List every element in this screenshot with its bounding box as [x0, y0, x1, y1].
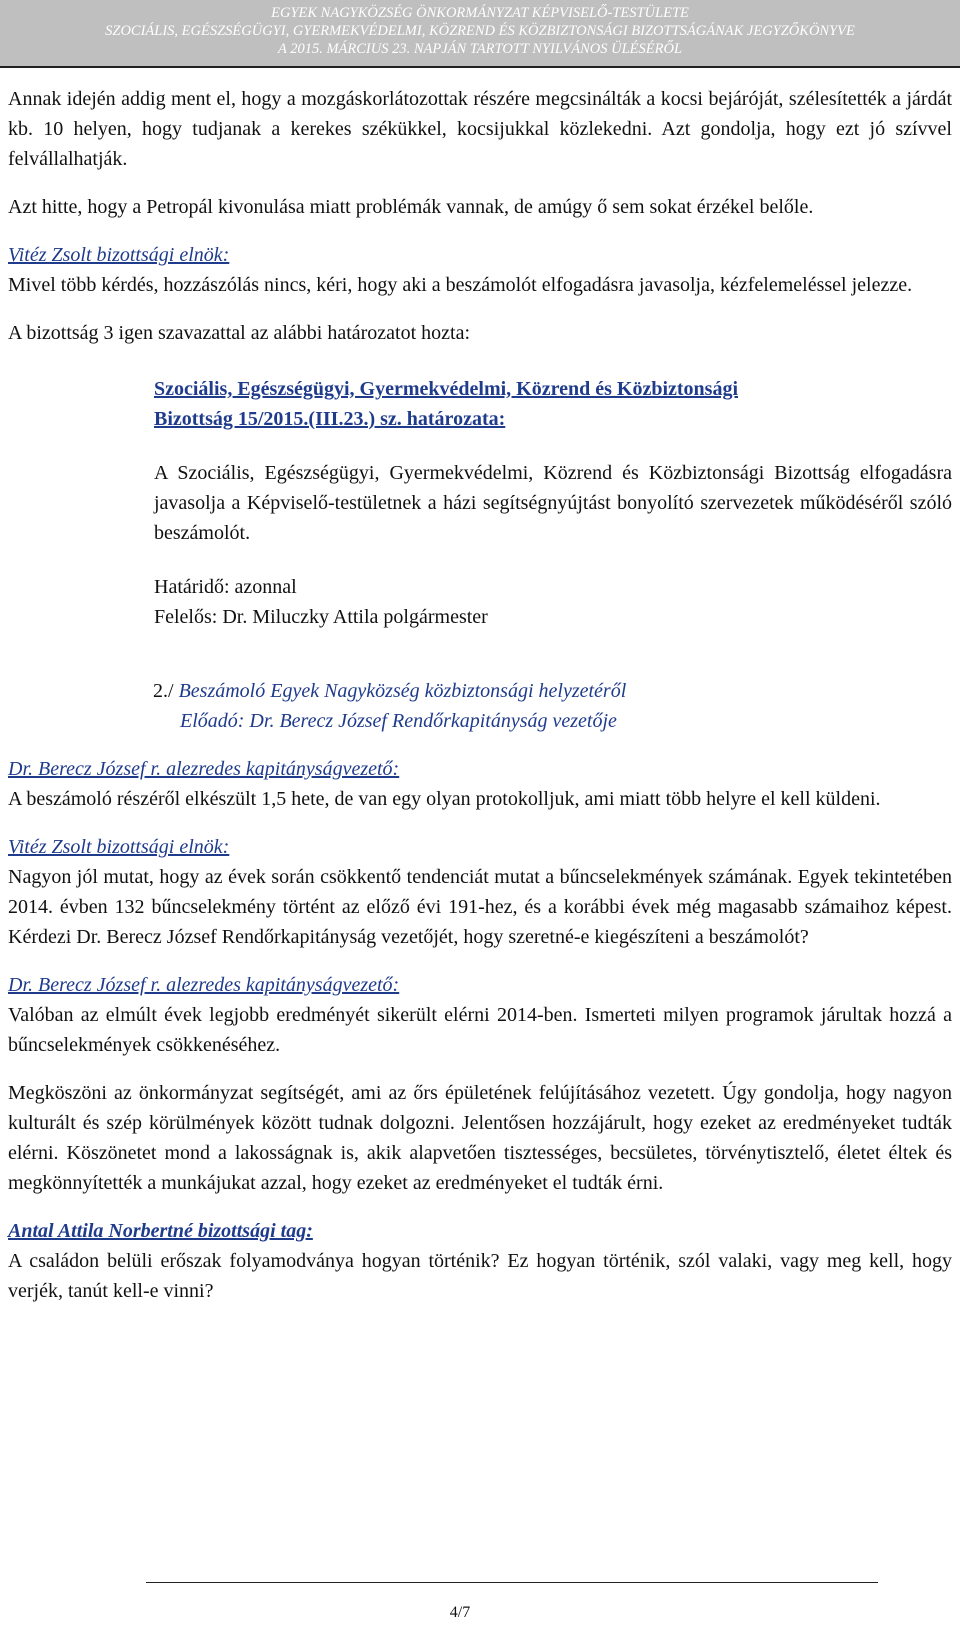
paragraph: Mivel több kérdés, hozzászólás nincs, kéri, hogy aki a beszámolót elfogadásra javasolja, kézfelemeléssel jelezze. [8, 274, 913, 296]
speaker-label: Vitéz Zsolt bizottsági elnök: [8, 244, 230, 266]
paragraph: Megköszöni az önkormányzat segítségét, ami az őrs épületének felújításához vezetett. Úgy gondolja, hogy nagyon kulturált és szép körülmények között tudnak dolgozni. Jelentősen hozzájárult, hogy ezeket az eredményeket tudták elérni. Köszönetet mond a lakosságnak is, akik alapvetően tisztességes, becsületes, törvénytisztelő, életet éltek és megkönnyítették a munkájukat azzal, hogy ezeket az eredményeket el tudták érni. [8, 1082, 952, 1194]
responsible: Felelős: Dr. Miluczky Attila polgármester [154, 606, 488, 628]
header-line-1: EGYEK NAGYKÖZSÉG ÖNKORMÁNYZAT KÉPVISELŐ-TESTÜLETE [271, 5, 689, 21]
document-header [0, 0, 960, 68]
agenda-presenter: Előadó: Dr. Berecz József Rendőrkapitányság vezetője [180, 710, 617, 732]
paragraph: Annak idején addig ment el, hogy a mozgáskorlátozottak részére megcsinálták a kocsi bejáróját, szélesítették a járdát kb. 10 helyen, hogy tudjanak a kerekes székükkel, kocsijukkal közlekedni. Azt gondolja, hogy ezt jó szívvel felvállalhatják. [8, 88, 952, 170]
decision-title: Szociális, Egészségügyi, Gyermekvédelmi, Közrend és Közbiztonsági [154, 378, 739, 400]
page-number: 4/7 [449, 1604, 471, 1621]
decision-title: Bizottság 15/2015.(III.23.) sz. határozata: [154, 408, 506, 430]
footer-divider [146, 1582, 878, 1583]
agenda-number: 2./ [153, 680, 174, 702]
speaker-label: Dr. Berecz József r. alezredes kapitányságvezető: [8, 758, 400, 780]
header-line-2: SZOCIÁLIS, EGÉSZSÉGÜGYI, GYERMEKVÉDELMI, KÖZREND ÉS KÖZBIZTONSÁGI BIZOTTSÁGÁNAK JEGYZŐKÖNYVE [105, 23, 855, 39]
document-body [8, 84, 952, 1306]
decision-text: A Szociális, Egészségügyi, Gyermekvédelmi, Közrend és Közbiztonsági Bizottság elfogadásra javasolja a Képviselő-testületnek a házi segítségnyújtást bonyolító szervezetek működéséről szóló beszámolót. [154, 462, 952, 544]
speaker-label: Dr. Berecz József r. alezredes kapitányságvezető: [8, 974, 400, 996]
paragraph: A beszámoló részéről elkészült 1,5 hete, de van egy olyan protokolljuk, ami miatt több helyre el kell küldeni. [8, 788, 881, 810]
header-line-3: A 2015. MÁRCIUS 23. NAPJÁN TARTOTT NYILVÁNOS ÜLÉSÉRŐL [277, 41, 683, 57]
paragraph: A bizottság 3 igen szavazattal az alábbi határozatot hozta: [8, 322, 471, 344]
speaker-label: Vitéz Zsolt bizottsági elnök: [8, 836, 230, 858]
paragraph: Nagyon jól mutat, hogy az évek során csökkentő tendenciát mutat a bűncselekmények számának. Egyek tekintetében 2014. évben 132 bűncselekmény történt az előző évi 191-hez, és a korábbi évek még magasabb számaihoz képest. Kérdezi Dr. Berecz József Rendőrkapitányság vezetőjét, hogy szeretné-e kiegészíteni a beszámolót? [8, 866, 952, 948]
decision-block [154, 374, 952, 632]
deadline: Határidő: azonnal [154, 576, 297, 598]
paragraph: A családon belüli erőszak folyamodványa hogyan történik? Ez hogyan történik, szól valaki, vagy meg kell, hogy verjék, tanút kell-e vinni? [8, 1250, 952, 1302]
paragraph: Azt hitte, hogy a Petropál kivonulása miatt problémák vannak, de amúgy ő sem sokat érzékel belőle. [8, 196, 814, 218]
paragraph: Valóban az elmúlt évek legjobb eredményét sikerült elérni 2014-ben. Ismerteti milyen programok járultak hozzá a bűncselekmények csökkenéséhez. [8, 1004, 952, 1056]
speaker-label: Antal Attila Norbertné bizottsági tag: [8, 1220, 313, 1242]
agenda-title: Beszámoló Egyek Nagyközség közbiztonsági helyzetéről [178, 680, 627, 702]
agenda-item [153, 676, 952, 706]
